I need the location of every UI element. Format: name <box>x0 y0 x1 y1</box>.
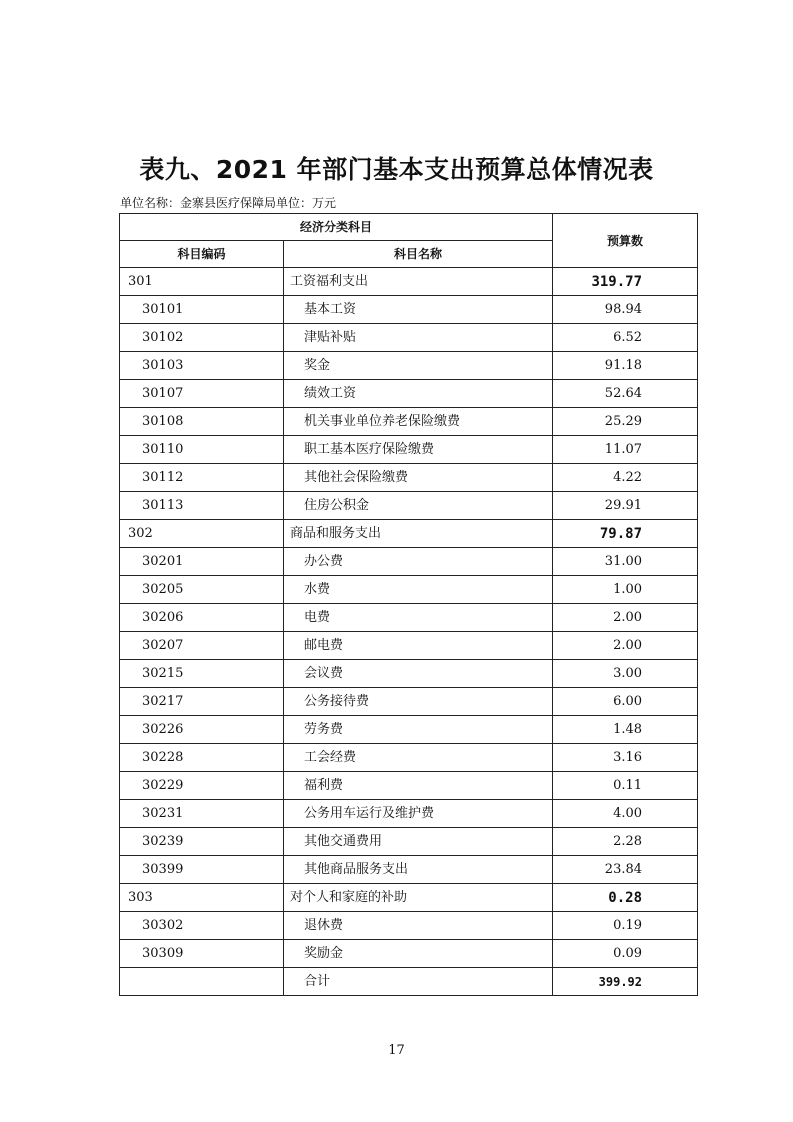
header-economic-category: 经济分类科目 <box>120 214 553 241</box>
subject-name: 其他社会保险缴费 <box>284 464 553 492</box>
table-row <box>120 716 698 744</box>
table-row <box>120 800 698 828</box>
subject-name: 水费 <box>284 576 553 604</box>
subject-name: 电费 <box>284 604 553 632</box>
subject-code: 30112 <box>120 464 284 492</box>
budget-amount: 98.94 <box>553 296 698 324</box>
page-title: 表九、2021 年部门基本支出预算总体情况表 <box>139 155 654 184</box>
subject-name: 办公费 <box>284 548 553 576</box>
subject-code: 301 <box>120 268 284 296</box>
budget-amount: 0.28 <box>553 884 698 912</box>
subject-name: 其他交通费用 <box>284 828 553 856</box>
budget-amount: 31.00 <box>553 548 698 576</box>
subject-name: 商品和服务支出 <box>284 520 553 548</box>
subject-code: 30103 <box>120 352 284 380</box>
subject-name: 对个人和家庭的补助 <box>284 884 553 912</box>
budget-amount: 4.00 <box>553 800 698 828</box>
budget-amount: 6.00 <box>553 688 698 716</box>
subject-code: 30229 <box>120 772 284 800</box>
subject-name: 职工基本医疗保险缴费 <box>284 436 553 464</box>
subject-code: 30226 <box>120 716 284 744</box>
budget-amount: 319.77 <box>553 268 698 296</box>
total-amount: 399.92 <box>553 968 698 996</box>
table-row <box>120 828 698 856</box>
subject-name: 会议费 <box>284 660 553 688</box>
subject-code: 30102 <box>120 324 284 352</box>
table-row <box>120 940 698 968</box>
table-row <box>120 464 698 492</box>
subject-name: 绩效工资 <box>284 380 553 408</box>
budget-amount: 1.48 <box>553 716 698 744</box>
table-row <box>120 548 698 576</box>
subject-code: 30108 <box>120 408 284 436</box>
subject-code: 30101 <box>120 296 284 324</box>
budget-amount: 23.84 <box>553 856 698 884</box>
table-row <box>120 436 698 464</box>
budget-amount: 1.00 <box>553 576 698 604</box>
unit-line: 单位名称：金寨县医疗保障局单位：万元 <box>120 196 337 210</box>
subject-name: 福利费 <box>284 772 553 800</box>
subject-code: 30215 <box>120 660 284 688</box>
subject-code: 303 <box>120 884 284 912</box>
budget-amount: 0.09 <box>553 940 698 968</box>
subject-code: 30239 <box>120 828 284 856</box>
subject-name: 机关事业单位养老保险缴费 <box>284 408 553 436</box>
table-row <box>120 492 698 520</box>
budget-amount: 0.19 <box>553 912 698 940</box>
budget-amount: 52.64 <box>553 380 698 408</box>
table-row <box>120 408 698 436</box>
budget-amount: 2.00 <box>553 632 698 660</box>
table-row <box>120 352 698 380</box>
budget-amount: 79.87 <box>553 520 698 548</box>
total-row <box>120 968 698 996</box>
table-row <box>120 576 698 604</box>
table-row <box>120 604 698 632</box>
budget-amount: 11.07 <box>553 436 698 464</box>
table-row <box>120 912 698 940</box>
header-subject-name: 科目名称 <box>284 241 553 268</box>
budget-table <box>119 213 698 996</box>
subject-name: 住房公积金 <box>284 492 553 520</box>
subject-name: 奖励金 <box>284 940 553 968</box>
subject-code: 30302 <box>120 912 284 940</box>
total-code <box>120 968 284 996</box>
table-row <box>120 772 698 800</box>
subject-name: 其他商品服务支出 <box>284 856 553 884</box>
page-number: 17 <box>388 1043 405 1058</box>
table-row <box>120 660 698 688</box>
subject-name: 工会经费 <box>284 744 553 772</box>
budget-amount: 6.52 <box>553 324 698 352</box>
subject-name: 津贴补贴 <box>284 324 553 352</box>
table-row <box>120 268 698 296</box>
table-row <box>120 688 698 716</box>
budget-amount: 3.00 <box>553 660 698 688</box>
budget-amount: 0.11 <box>553 772 698 800</box>
subject-name: 劳务费 <box>284 716 553 744</box>
subject-code: 30231 <box>120 800 284 828</box>
table-row <box>120 884 698 912</box>
subject-code: 30201 <box>120 548 284 576</box>
subject-name: 公务接待费 <box>284 688 553 716</box>
subject-name: 奖金 <box>284 352 553 380</box>
table-row <box>120 744 698 772</box>
subject-code: 30110 <box>120 436 284 464</box>
subject-code: 30309 <box>120 940 284 968</box>
table-row <box>120 380 698 408</box>
table-row <box>120 632 698 660</box>
subject-code: 30207 <box>120 632 284 660</box>
subject-code: 30217 <box>120 688 284 716</box>
budget-amount: 25.29 <box>553 408 698 436</box>
budget-amount: 2.28 <box>553 828 698 856</box>
subject-code: 30113 <box>120 492 284 520</box>
budget-amount: 3.16 <box>553 744 698 772</box>
subject-code: 30206 <box>120 604 284 632</box>
subject-code: 30399 <box>120 856 284 884</box>
total-label: 合计 <box>284 968 553 996</box>
header-subject-code: 科目编码 <box>120 241 284 268</box>
budget-amount: 29.91 <box>553 492 698 520</box>
subject-code: 30107 <box>120 380 284 408</box>
subject-name: 基本工资 <box>284 296 553 324</box>
table-row <box>120 324 698 352</box>
table-row <box>120 296 698 324</box>
subject-name: 邮电费 <box>284 632 553 660</box>
subject-code: 30228 <box>120 744 284 772</box>
table-row <box>120 856 698 884</box>
subject-code: 30205 <box>120 576 284 604</box>
subject-name: 退休费 <box>284 912 553 940</box>
subject-name: 公务用车运行及维护费 <box>284 800 553 828</box>
table-row <box>120 520 698 548</box>
budget-amount: 2.00 <box>553 604 698 632</box>
header-budget-amount: 预算数 <box>553 214 698 268</box>
subject-name: 工资福利支出 <box>284 268 553 296</box>
budget-amount: 91.18 <box>553 352 698 380</box>
subject-code: 302 <box>120 520 284 548</box>
budget-amount: 4.22 <box>553 464 698 492</box>
